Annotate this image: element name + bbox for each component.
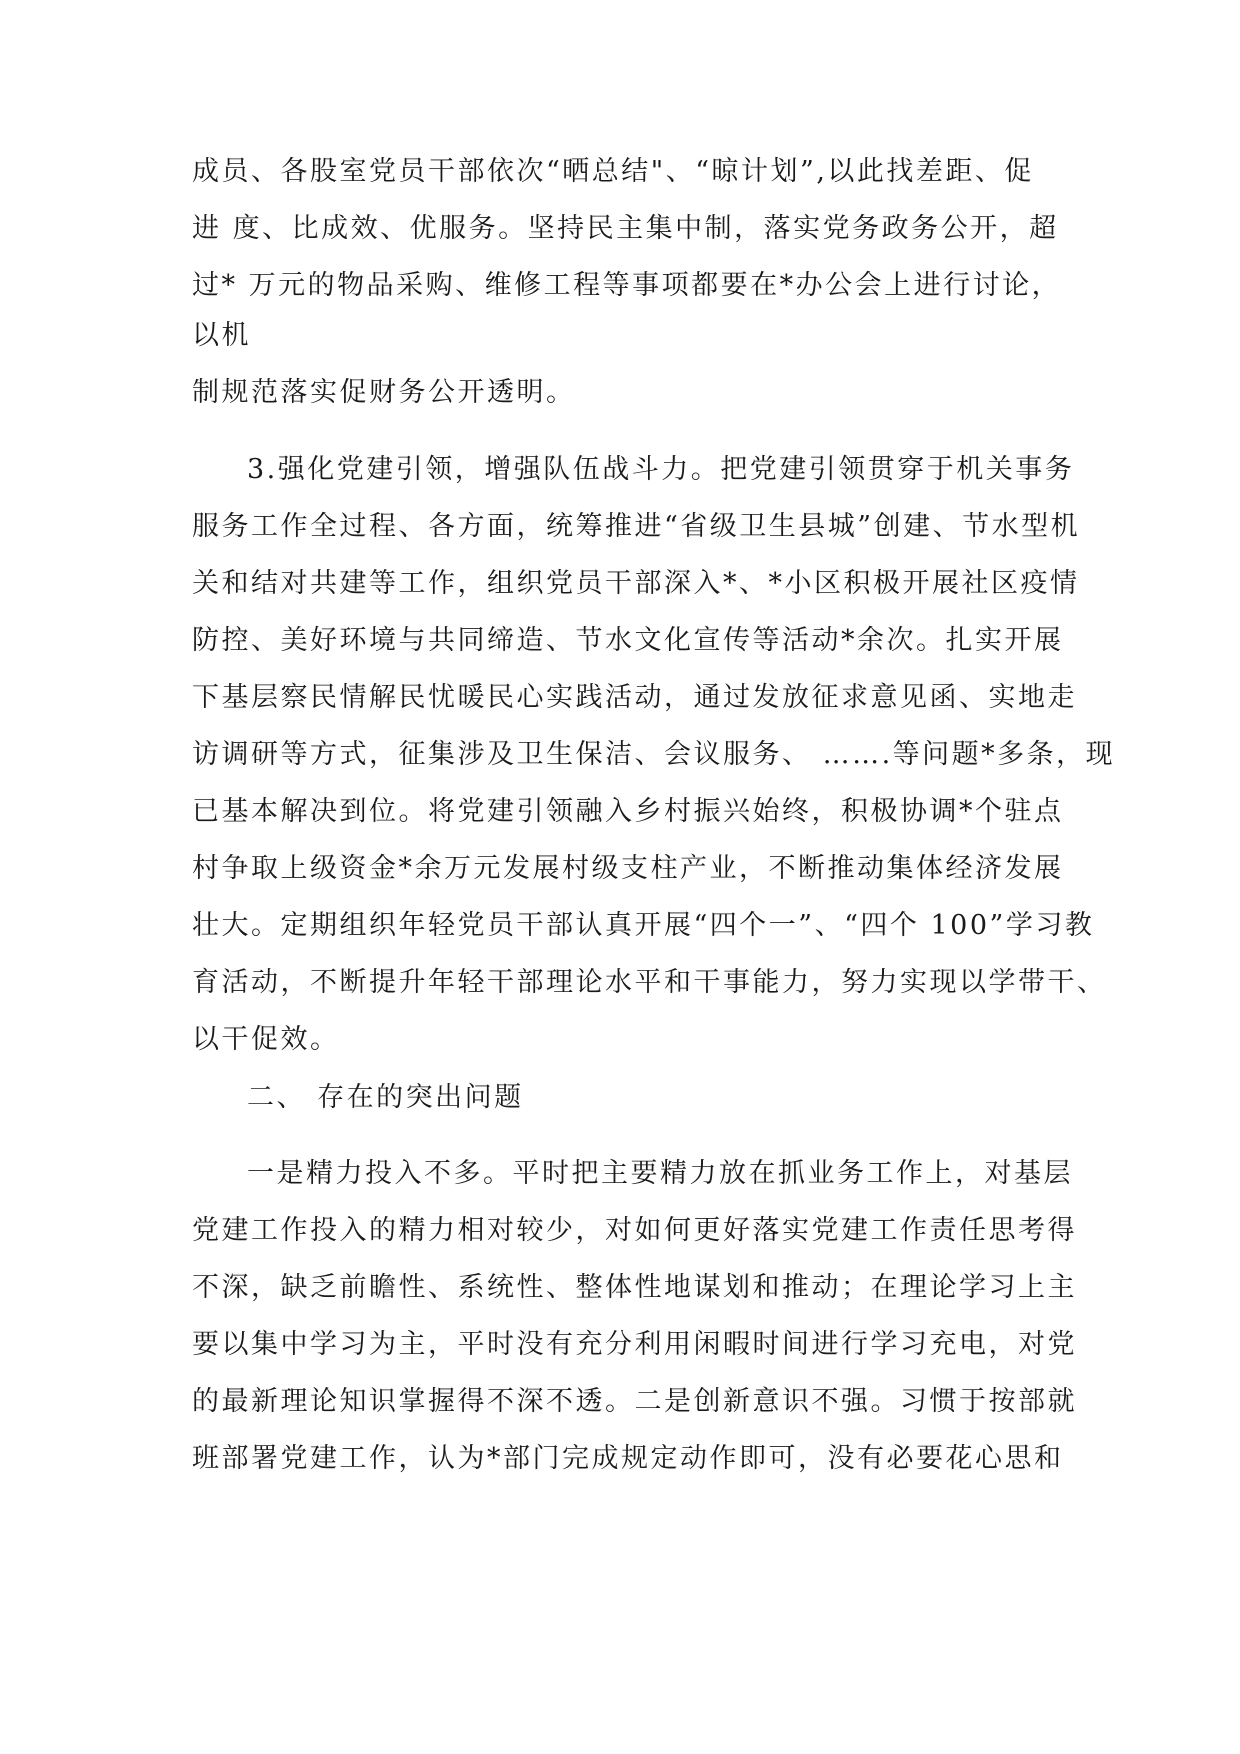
text-line-11: 访调研等方式，征集涉及卫生保洁、会议服务、 …….等问题*多条，现 xyxy=(192,739,1116,770)
text-line-16: 以干促效。 xyxy=(192,1024,340,1055)
text-line-18: 一是精力投入不多。平时把主要精力放在抓业务工作上，对基层 xyxy=(247,1158,1073,1189)
text-line-23: 班部署党建工作，认为*部门完成规定动作即可，没有必要花心思和 xyxy=(192,1443,1064,1474)
text-line-7: 服务工作全过程、各方面，统筹推进“省级卫生县城”创建、节水型机 xyxy=(192,511,1081,542)
text-line-2: 进 度、比成效、优服务。坚持民主集中制，落实党务政务公开，超 xyxy=(192,213,1059,244)
text-line-22: 的最新理论知识掌握得不深不透。二是创新意识不强。习惯于按部就 xyxy=(192,1386,1077,1417)
text-line-20: 不深，缺乏前瞻性、系统性、整体性地谋划和推动；在理论学习上主 xyxy=(192,1272,1077,1303)
text-line-4: 以机 xyxy=(192,320,251,351)
text-line-21: 要以集中学习为主，平时没有充分利用闲暇时间进行学习充电，对党 xyxy=(192,1329,1077,1360)
text-line-15: 育活动，不断提升年轻干部理论水平和干事能力，努力实现以学带干、 xyxy=(192,967,1107,998)
text-line-12: 已基本解决到位。将党建引领融入乡村振兴始终，积极协调*个驻点 xyxy=(192,796,1064,827)
text-line-3: 过* 万元的物品采购、维修工程等事项都要在*办公会上进行讨论， xyxy=(192,270,1062,301)
text-line-1: 成员、各股室党员干部依次“晒总结"、“晾计划”,以此找差距、促 xyxy=(192,156,1034,187)
text-line-8: 关和结对共建等工作，组织党员干部深入*、*小区积极开展社区疫情 xyxy=(192,568,1080,599)
text-line-9: 防控、美好环境与共同缔造、节水文化宣传等活动*余次。扎实开展 xyxy=(192,625,1064,656)
section-heading-3: 3.强化党建引领，增强队伍战斗力。把党建引领贯穿于机关事务 xyxy=(247,454,1075,485)
text-line-5: 制规范落实促财务公开透明。 xyxy=(192,377,576,408)
text-line-13: 村争取上级资金*余万元发展村级支柱产业，不断推动集体经济发展 xyxy=(192,853,1064,884)
section-heading-2: 二、 存在的突出问题 xyxy=(247,1082,524,1113)
text-line-10: 下基层察民情解民忧暖民心实践活动，通过发放征求意见函、实地走 xyxy=(192,682,1077,713)
text-line-14: 壮大。定期组织年轻党员干部认真开展“四个一”、“四个 100”学习教 xyxy=(192,910,1095,941)
text-line-19: 党建工作投入的精力相对较少，对如何更好落实党建工作责任思考得 xyxy=(192,1215,1077,1246)
